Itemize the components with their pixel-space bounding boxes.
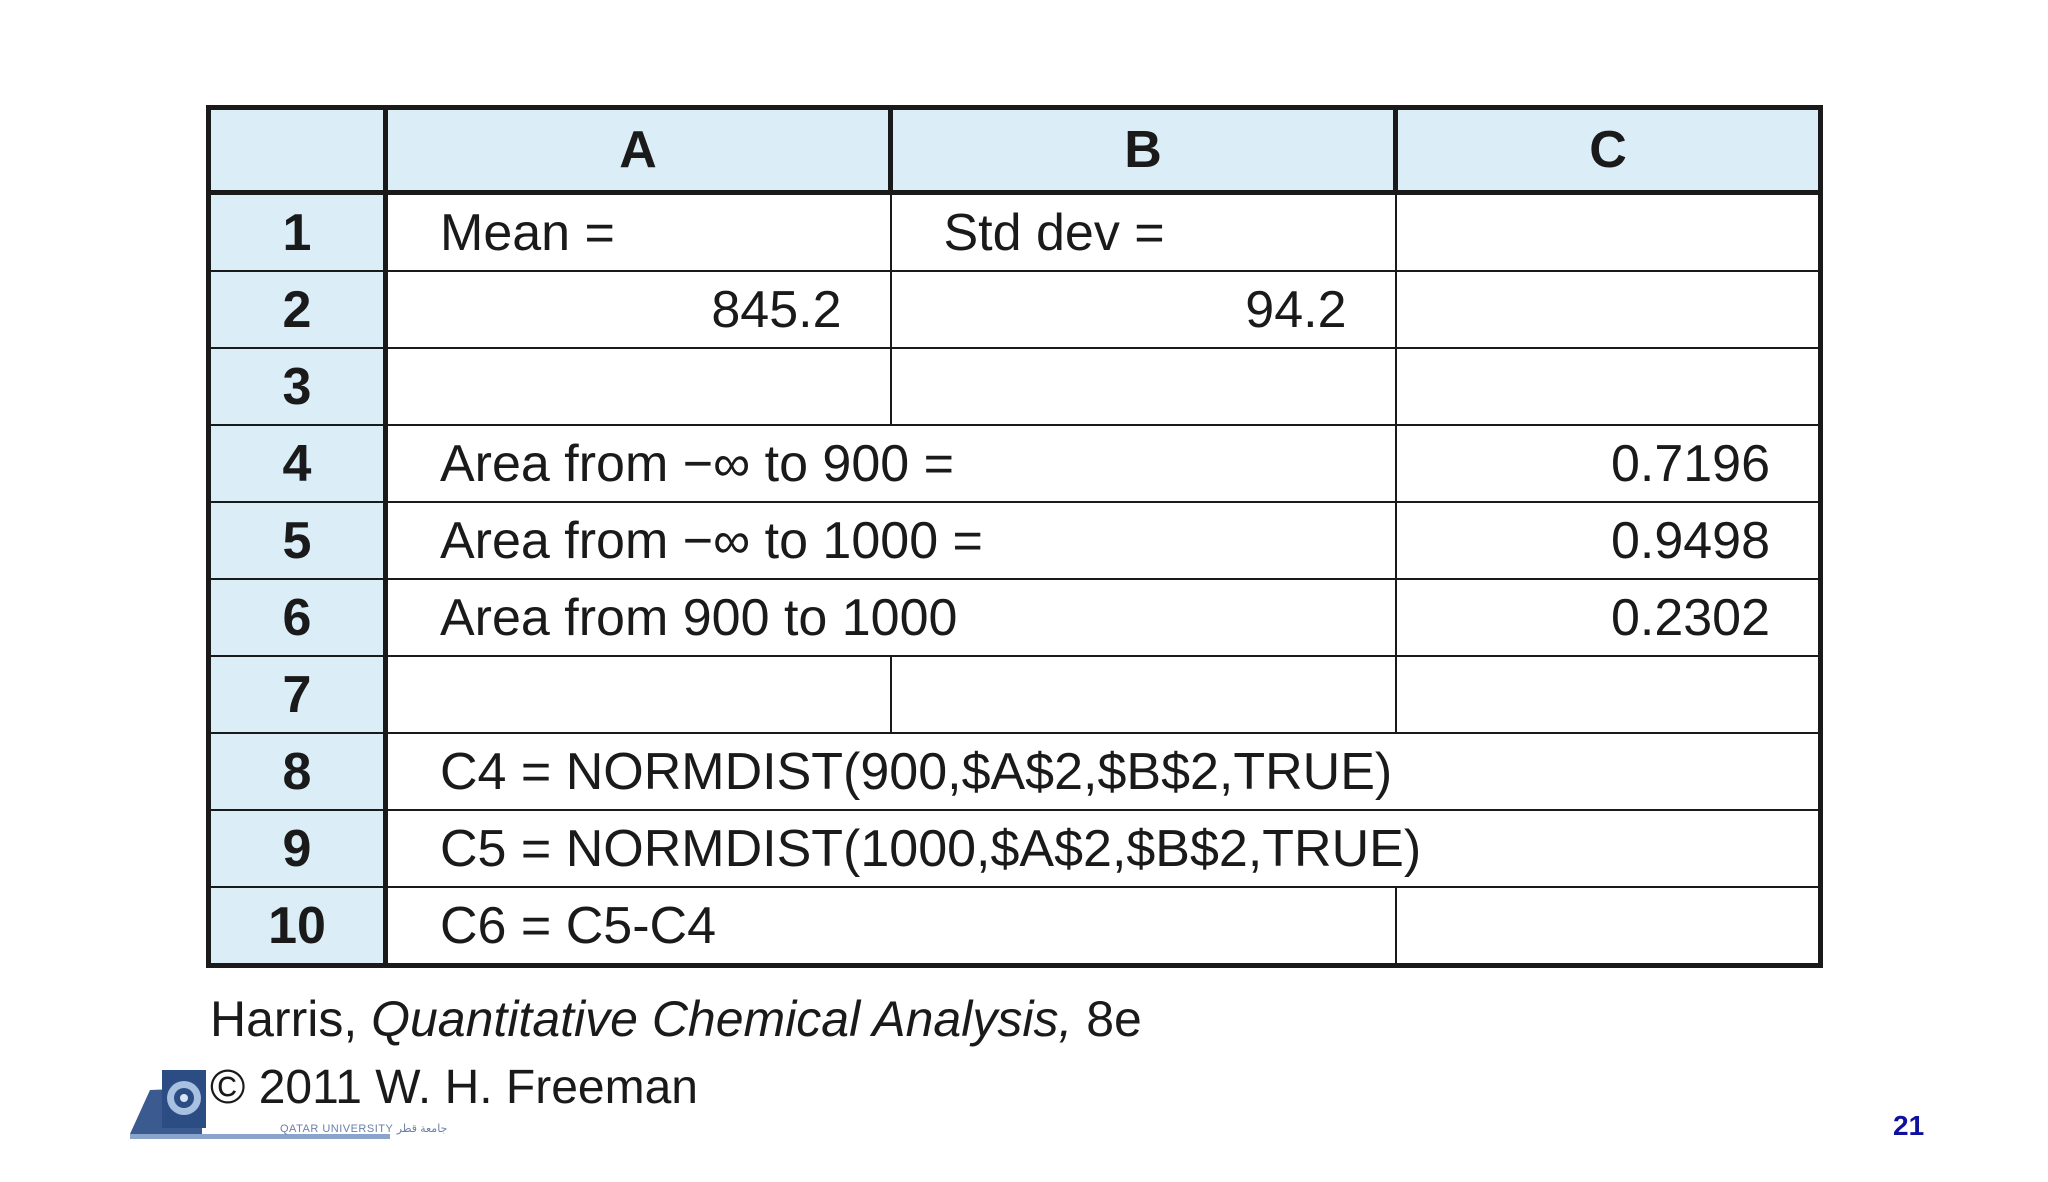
row-header: 10 — [209, 887, 386, 966]
row-header: 9 — [209, 810, 386, 887]
cell-c5: 0.9498 — [1396, 502, 1821, 579]
cell-c4: 0.7196 — [1396, 425, 1821, 502]
cell-c3 — [1396, 348, 1821, 425]
copyright-line: © 2011 W. H. Freeman — [210, 1061, 698, 1114]
cell-a2: 845.2 — [386, 271, 891, 348]
column-header-c: C — [1396, 108, 1821, 193]
page-number: 21 — [1893, 1110, 1925, 1141]
cell-a7 — [386, 656, 891, 733]
spreadsheet-table — [206, 105, 1823, 968]
citation-edition: 8e — [1072, 991, 1142, 1047]
row-header: 7 — [209, 656, 386, 733]
cell-a6: Area from 900 to 1000 — [386, 579, 1396, 656]
logo-text: QATAR UNIVERSITY جامعة قطر — [280, 1123, 448, 1135]
column-header-b: B — [891, 108, 1396, 193]
row-header: 5 — [209, 502, 386, 579]
table-row — [209, 733, 1821, 810]
cell-a4: Area from −∞ to 900 = — [386, 425, 1396, 502]
cell-c1 — [1396, 193, 1821, 272]
cell-a3 — [386, 348, 891, 425]
row-header: 4 — [209, 425, 386, 502]
citation-author: Harris, — [210, 991, 372, 1047]
row-header: 2 — [209, 271, 386, 348]
column-header-row — [209, 108, 1821, 193]
figure-citation — [210, 990, 1142, 1048]
table-row — [209, 502, 1821, 579]
cell-b7 — [891, 656, 1396, 733]
cell-b2: 94.2 — [891, 271, 1396, 348]
row-header: 6 — [209, 579, 386, 656]
table-row — [209, 271, 1821, 348]
cell-c10 — [1396, 887, 1821, 966]
row-header: 8 — [209, 733, 386, 810]
row-header: 3 — [209, 348, 386, 425]
cell-a1: Mean = — [386, 193, 891, 272]
table-row — [209, 887, 1821, 966]
column-header-a: A — [386, 108, 891, 193]
cell-c7 — [1396, 656, 1821, 733]
cell-a10-formula: C6 = C5-C4 — [386, 887, 1396, 966]
cell-c2 — [1396, 271, 1821, 348]
table-row — [209, 656, 1821, 733]
row-header: 1 — [209, 193, 386, 272]
table-row — [209, 348, 1821, 425]
table-row — [209, 193, 1821, 272]
cell-b1: Std dev = — [891, 193, 1396, 272]
cell-c6: 0.2302 — [1396, 579, 1821, 656]
table-row — [209, 579, 1821, 656]
citation-book-title: Quantitative Chemical Analysis, — [371, 991, 1073, 1047]
cell-b3 — [891, 348, 1396, 425]
table-row — [209, 810, 1821, 887]
cell-a8-formula: C4 = NORMDIST(900,$A$2,$B$2,TRUE) — [386, 733, 1821, 810]
cell-a5: Area from −∞ to 1000 = — [386, 502, 1396, 579]
cell-a9-formula: C5 = NORMDIST(1000,$A$2,$B$2,TRUE) — [386, 810, 1821, 887]
corner-cell — [209, 108, 386, 193]
table-row — [209, 425, 1821, 502]
